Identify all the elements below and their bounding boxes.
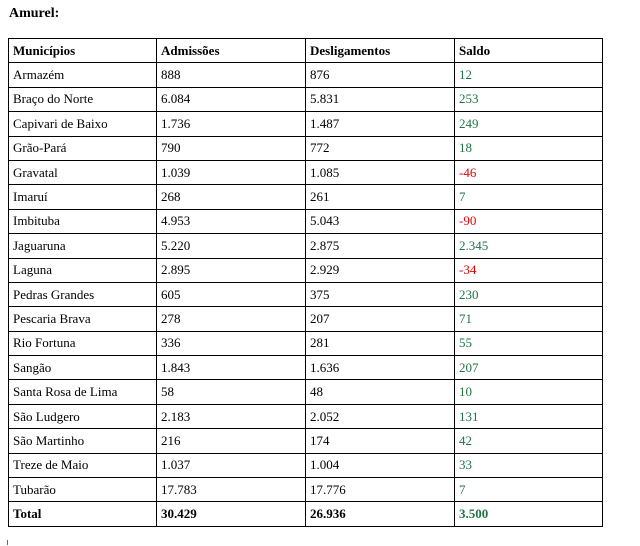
- cell-admissoes: 278: [157, 307, 306, 331]
- cell-admissoes: 268: [157, 185, 306, 209]
- cell-saldo: 207: [455, 356, 603, 380]
- cell-desligamentos: 174: [306, 429, 455, 453]
- cell-admissoes: 58: [157, 380, 306, 404]
- cell-saldo: 253: [455, 87, 603, 111]
- cell-saldo: 33: [455, 453, 603, 477]
- table-row: [9, 112, 603, 136]
- table-row: [9, 307, 603, 331]
- cell-saldo: 71: [455, 307, 603, 331]
- table-row: [9, 185, 603, 209]
- page-heading: Amurel:: [9, 6, 60, 21]
- cell-municipio: Gravatal: [9, 160, 157, 184]
- total-admissoes: 30.429: [157, 502, 306, 526]
- cell-municipio: Capivari de Baixo: [9, 112, 157, 136]
- cell-desligamentos: 5.831: [306, 87, 455, 111]
- cell-municipio: Rio Fortuna: [9, 331, 157, 355]
- cell-municipio: Pescaria Brava: [9, 307, 157, 331]
- table-row: [9, 87, 603, 111]
- cell-municipio: Grão-Pará: [9, 136, 157, 160]
- cell-admissoes: 790: [157, 136, 306, 160]
- cell-saldo: 42: [455, 429, 603, 453]
- cell-desligamentos: 207: [306, 307, 455, 331]
- cell-saldo: 230: [455, 282, 603, 306]
- cell-desligamentos: 281: [306, 331, 455, 355]
- cell-saldo: -90: [455, 209, 603, 233]
- cell-admissoes: 4.953: [157, 209, 306, 233]
- employment-table: [8, 38, 603, 527]
- total-label: Total: [9, 502, 157, 526]
- cell-admissoes: 5.220: [157, 234, 306, 258]
- cell-saldo: 249: [455, 112, 603, 136]
- cell-municipio: Laguna: [9, 258, 157, 282]
- cell-saldo: 12: [455, 63, 603, 87]
- table-row: [9, 380, 603, 404]
- cell-admissoes: 1.039: [157, 160, 306, 184]
- cell-desligamentos: 261: [306, 185, 455, 209]
- cell-admissoes: 216: [157, 429, 306, 453]
- cell-saldo: 55: [455, 331, 603, 355]
- header-desligamentos: Desligamentos: [306, 39, 455, 63]
- cell-saldo: -46: [455, 160, 603, 184]
- table-row: [9, 478, 603, 502]
- table-row: [9, 234, 603, 258]
- total-saldo: 3.500: [455, 502, 603, 526]
- table-row: [9, 453, 603, 477]
- cell-desligamentos: 1.636: [306, 356, 455, 380]
- cell-desligamentos: 1.085: [306, 160, 455, 184]
- cell-admissoes: 888: [157, 63, 306, 87]
- cell-municipio: São Ludgero: [9, 404, 157, 428]
- cell-saldo: 18: [455, 136, 603, 160]
- cell-admissoes: 17.783: [157, 478, 306, 502]
- cell-desligamentos: 375: [306, 282, 455, 306]
- cell-admissoes: 2.183: [157, 404, 306, 428]
- table-row: [9, 258, 603, 282]
- cell-municipio: Imaruí: [9, 185, 157, 209]
- cell-municipio: Imbituba: [9, 209, 157, 233]
- cell-municipio: Sangão: [9, 356, 157, 380]
- cell-desligamentos: 1.004: [306, 453, 455, 477]
- cell-saldo: 7: [455, 478, 603, 502]
- table-row: [9, 282, 603, 306]
- cell-municipio: Treze de Maio: [9, 453, 157, 477]
- cell-desligamentos: 2.929: [306, 258, 455, 282]
- cell-admissoes: 336: [157, 331, 306, 355]
- cell-desligamentos: 5.043: [306, 209, 455, 233]
- cell-admissoes: 1.736: [157, 112, 306, 136]
- total-desligamentos: 26.936: [306, 502, 455, 526]
- table-row: [9, 404, 603, 428]
- cell-saldo: 10: [455, 380, 603, 404]
- cell-desligamentos: 772: [306, 136, 455, 160]
- cell-desligamentos: 17.776: [306, 478, 455, 502]
- table-row: [9, 160, 603, 184]
- cell-saldo: -34: [455, 258, 603, 282]
- table-row: [9, 63, 603, 87]
- cell-desligamentos: 876: [306, 63, 455, 87]
- cell-desligamentos: 2.052: [306, 404, 455, 428]
- table-row: [9, 429, 603, 453]
- header-admissoes: Admissões: [157, 39, 306, 63]
- cell-admissoes: 605: [157, 282, 306, 306]
- header-saldo: Saldo: [455, 39, 603, 63]
- cell-desligamentos: 2.875: [306, 234, 455, 258]
- cell-desligamentos: 48: [306, 380, 455, 404]
- cell-desligamentos: 1.487: [306, 112, 455, 136]
- table-row: [9, 136, 603, 160]
- cell-municipio: São Martinho: [9, 429, 157, 453]
- cell-admissoes: 2.895: [157, 258, 306, 282]
- cell-admissoes: 6.084: [157, 87, 306, 111]
- table-total-row: [9, 502, 603, 526]
- cell-admissoes: 1.037: [157, 453, 306, 477]
- table-row: [9, 209, 603, 233]
- cell-municipio: Jaguaruna: [9, 234, 157, 258]
- cell-municipio: Armazém: [9, 63, 157, 87]
- cell-saldo: 2.345: [455, 234, 603, 258]
- cell-admissoes: 1.843: [157, 356, 306, 380]
- cell-municipio: Braço do Norte: [9, 87, 157, 111]
- table-header-row: [9, 39, 603, 63]
- cell-municipio: Tubarão: [9, 478, 157, 502]
- header-municipios: Municípios: [9, 39, 157, 63]
- text-cursor: [7, 540, 8, 545]
- cell-municipio: Santa Rosa de Lima: [9, 380, 157, 404]
- table-row: [9, 331, 603, 355]
- cell-municipio: Pedras Grandes: [9, 282, 157, 306]
- table-row: [9, 356, 603, 380]
- cell-saldo: 131: [455, 404, 603, 428]
- cell-saldo: 7: [455, 185, 603, 209]
